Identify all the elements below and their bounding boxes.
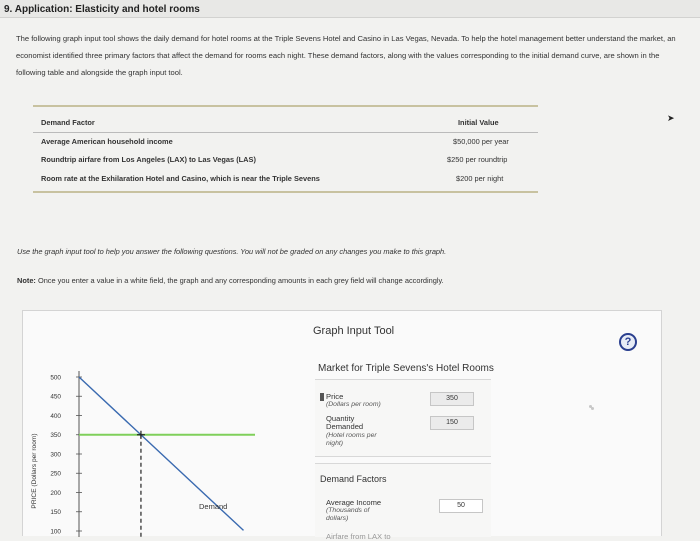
y-tick-label: 200 (50, 489, 61, 497)
y-tick-label: 300 (50, 451, 61, 459)
income-unit-line2: dollars) (326, 515, 349, 522)
y-tick-label: 450 (50, 393, 61, 401)
income-label: Average Income (326, 498, 382, 507)
table-header-rule (33, 132, 538, 133)
tool-title: Graph Input Tool (313, 325, 395, 337)
page-title: 9. Application: Elasticity and hotel rooms (0, 0, 700, 18)
quantity-label: Quantity (326, 414, 355, 423)
price-swatch (320, 393, 324, 401)
table-row-value: $200 per night (456, 174, 504, 183)
y-tick-label: 150 (50, 509, 61, 517)
y-tick-label: 500 (50, 374, 61, 382)
instruction-text: Use the graph input tool to help you answer the following questions. You will not be graded on any changes you make to this graph. (17, 247, 447, 256)
demand-factor-table (33, 105, 538, 193)
intro-paragraph: The following graph input tool shows the daily demand for hotel rooms at the Triple Sevens Hotel and Casino in Las Vegas, Nevada. To help the hotel management better understand the market, an economist identified three primary factors that affect the demand for rooms each night. These demand factors, along with the values corresponding to the initial demand curve, are shown in the following table and alongside the graph input tool. (16, 34, 676, 77)
y-tick-label: 400 (50, 412, 61, 420)
price-quantity-panel (315, 379, 491, 457)
quantity-label-line2: Demanded (326, 422, 364, 431)
dot-decoration (589, 405, 592, 408)
market-title: Market for Triple Sevens's Hotel Rooms (318, 363, 494, 374)
table-header-factor: Demand Factor (41, 118, 95, 127)
quantity-unit: (Hotel rooms per (326, 432, 377, 439)
note-text (17, 276, 444, 285)
demand-factors-panel (315, 463, 491, 541)
price-field: 350 (430, 392, 474, 406)
table-row-value: $50,000 per year (453, 137, 509, 146)
quantity-field: 150 (430, 416, 474, 430)
price-unit: (Dollars per room) (326, 401, 381, 408)
table-bottom-rule (33, 191, 538, 193)
demand-factors-title: Demand Factors (320, 474, 387, 484)
y-axis-label: PRICE (Dollars per room) (31, 433, 38, 509)
table-row-factor: Roundtrip airfare from Los Angeles (LAX) to Las Vegas (LAS) (41, 155, 256, 164)
airfare-label: Airfare from LAX to (326, 532, 391, 541)
demand-curve-label: Demand (199, 502, 228, 511)
table-row-value: $250 per roundtrip (447, 155, 508, 164)
note-label: Note: (17, 276, 36, 285)
table-top-rule (33, 105, 538, 107)
table-row-factor: Average American household income (41, 137, 173, 146)
y-axis (50, 371, 82, 537)
quantity-unit-line2: night) (326, 440, 344, 447)
demand-graph[interactable] (23, 361, 283, 537)
y-tick-label: 250 (50, 470, 61, 478)
note-body: Once you enter a value in a white field, the graph and any corresponding amounts in each grey field will change accordingly. (35, 276, 444, 285)
income-input[interactable]: 50 (439, 499, 483, 513)
mouse-cursor-icon: ➤ (667, 113, 675, 123)
price-label: Price (326, 392, 344, 401)
y-tick-label: 350 (50, 432, 61, 440)
y-tick-label: 100 (50, 528, 61, 536)
chart-marks (79, 377, 255, 537)
income-unit: (Thousands of (326, 507, 370, 514)
table-header-value: Initial Value (458, 118, 499, 127)
graph-input-tool (22, 310, 662, 541)
table-row-factor: Room rate at the Exhilaration Hotel and Casino, which is near the Triple Sevens (41, 174, 320, 183)
help-icon[interactable]: ? (619, 333, 637, 351)
